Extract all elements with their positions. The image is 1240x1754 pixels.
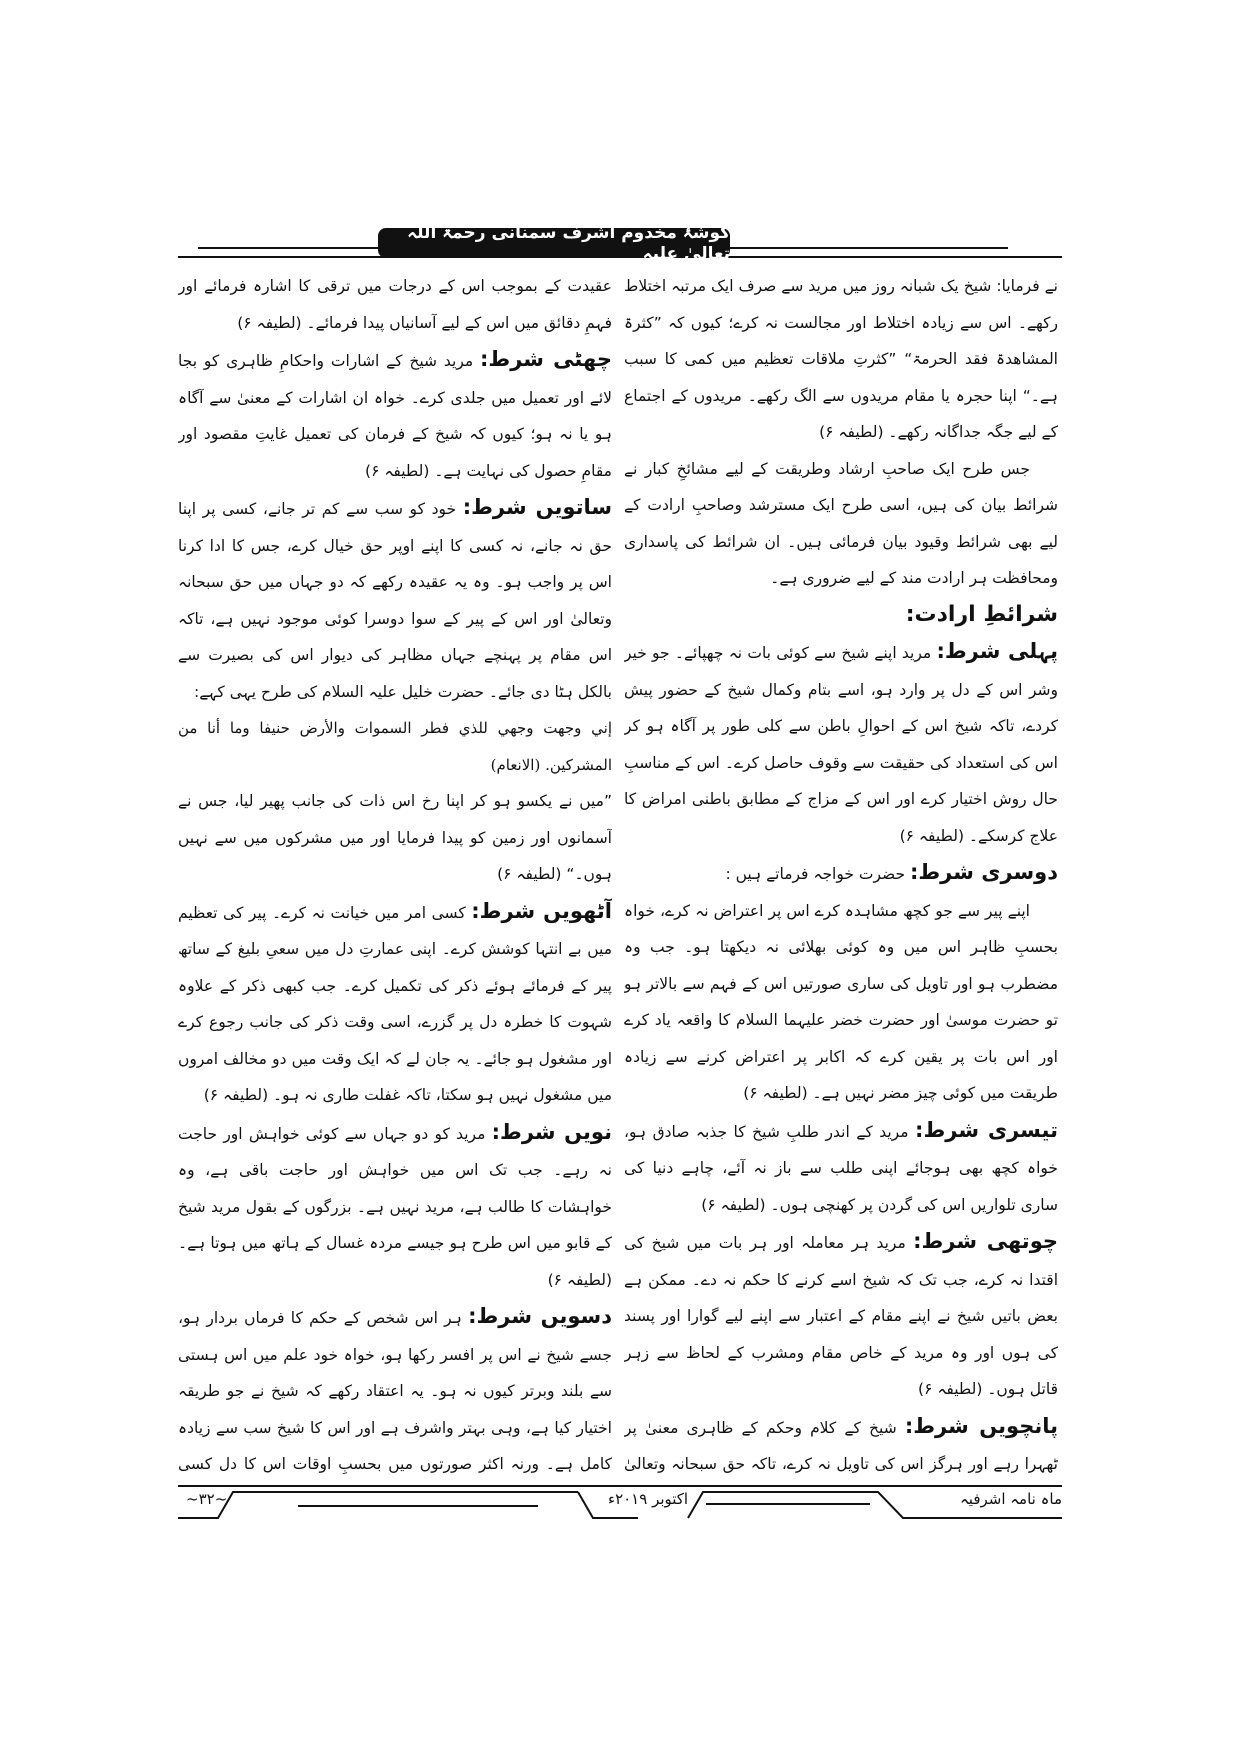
condition-10 <box>178 1298 612 1478</box>
condition-text: مرید اپنے شیخ سے کوئی بات نہ چھپائے۔ جو خیر وشر اس کے دل پر وارد ہو، اسے بتام وکمال شیخ کے حضور پیش کردے، تاکہ شیخ اس کے احوالِ باطن سے کلی طور پر آگاہ ہو کر اس کی استعداد کی حقیقت سے وقوف حاصل کرے۔ اس کے مناسبِ حال روش اختیار کرے اور اس کے مزاج کے مطابق باطنی امراض کا علاج کرسکے۔ (لطیفہ ۶) <box>624 644 1058 845</box>
left-column <box>178 268 612 1478</box>
condition-label: چھٹی شرط: <box>480 347 612 371</box>
condition-text: مرید کے اندر طلبِ شیخ کا جذبہ صادق ہو، خواہ کچھ بھی ہوجائے اپنی طلب سے باز نہ آئے، چاہے دنیا کی ساری تلواریں اس کی گردن پر کھنچی ہوں۔ (لطیفہ ۶) <box>624 1122 1058 1214</box>
condition-label: ساتویں شرط: <box>462 495 612 519</box>
condition-text: مرید ہر معاملہ اور ہر بات میں شیخ کی اقتدا نہ کرے، جب تک کہ شیخ اسے کرنے کا حکم نہ دے۔ ممکن ہے بعض باتیں شیخ نے اپنے مقام کے اعتبار سے اپنے لیے گوارا اور پسند کی ہوں اور وہ مرید کے خاص مقام ومشرب کے لحاظ سے زہر قاتل ہوں۔ (لطیفہ ۶) <box>624 1234 1058 1398</box>
condition-text: کسی امر میں خیانت نہ کرے۔ پیر کی تعظیم میں بے انتہا کوشش کرے۔ اپنی عمارتِ دل میں سعیِ بلیغ کے ساتھ پیر کے فرمائے ہوئے ذکر کی تکمیل کرے۔ جب کبھی ذکر کے علاوہ شہوت کا خطرہ دل پر گزرے، اسی وقت ذکر کی جانب رجوع کرے اور مشغول ہو جائے۔ یہ جان لے کہ ایک وقت میں دو مخالف امروں میں مشغول نہیں ہو سکتا، تاکہ غفلت طاری نہ ہو۔ (لطیفہ ۶) <box>178 903 612 1104</box>
verse-translation: ”میں نے یکسو ہو کر اپنا رخ اس ذات کی جانب پھیر لیا، جس نے آسمانوں اور زمین کو پیدا فرمایا اور میں مشرکوں میں سے نہیں ہوں۔“ (لطیفہ ۶) <box>178 792 612 883</box>
condition-text: خود کو سب سے کم تر جانے، کسی پر اپنا حق نہ جانے، نہ کسی کا اپنے اوپر حق خیال کرے، جس کا ادا کرنا اس پر واجب ہو۔ وہ یہ عقیدہ رکھے کہ دو جہاں میں حق سبحانہ وتعالیٰ اور اس کے پیر کے سوا دوسرا کوئی موجود نہیں ہے، تاکہ اس مقام پر پہنچے جہاں مظاہر کی دیوار اس کی بصیرت سے بالکل ہٹا دی جائے۔ حضرت خلیل علیہ السلام کی طرح یہی کہے: <box>178 500 612 701</box>
condition-text: شیخ کے کلام وحکم کے ظاہری معنیٰ پر ٹھہرا رہے اور ہرگز اس کی تاویل نہ کرے، تاکہ حق سبحانہ وتعالیٰ <box>624 1418 1058 1473</box>
condition-label: پانچویں شرط: <box>904 1413 1058 1438</box>
condition-label: چوتھی شرط: <box>913 1229 1058 1253</box>
magazine-name: ماہ نامہ اشرفیہ <box>960 1490 1062 1508</box>
condition-label: آٹھویں شرط: <box>471 898 612 923</box>
paragraph: اپنے پیر سے جو کچھ مشاہدہ کرے اس پر اعتراض نہ کرے، خواہ بحسبِ ظاہر اس میں وہ کوئی بھلائی نہ دیکھتا ہو۔ جب وہ مضطرب ہو اور تاویل کی ساری صورتیں اس کے فہم سے بالاتر ہو تو حضرت موسیٰ اور حضرت خضر علیہما السلام کا واقعہ یاد کرے اور اس بات پر یقین کرے کہ اکابر پر اعتراض کرنے سے زیادہ طریقت میں کوئی چیز مضر نہیں ہے۔ (لطیفہ ۶) <box>624 901 1058 1102</box>
condition-6 <box>178 341 612 489</box>
condition-1 <box>624 633 1058 854</box>
condition-label: دوسری شرط: <box>909 860 1058 884</box>
section-title-banner: گوشۂ مخدوم اشرف سمنانی رحمۃ اللہ تعالیٰ علیہ <box>378 228 730 258</box>
condition-8 <box>178 893 612 1114</box>
condition-text: مرید کو دو جہاں سے کوئی خواہش اور حاجت نہ رہے۔ جب تک اس میں خواہش اور حاجت باقی ہے، وہ خواہشات کا طالب ہے، مرید نہیں ہے۔ بزرگوں کے بقول مرید شیخ کے قابو میں اس طرح ہو جیسے مردہ غسال کے ہاتھ میں ہوتا ہے۔ (لطیفہ ۶) <box>178 1124 612 1289</box>
paragraph: نے فرمایا: شیخ یک شبانہ روز میں مرید سے صرف ایک مرتبہ اختلاط رکھے۔ اس سے زیادہ اختلاط اور مجالست نہ کرے؛ کیوں کہ ”کثرۃ المشاھدۃ فقد الحرمۃ“ ”کثرتِ ملاقات تعظیم میں کمی کا سبب ہے۔“ اپنا حجرہ یا مقام مریدوں سے الگ رکھے۔ مریدوں کے اجتماع کے لیے جگہ جداگانہ رکھے۔ (لطیفہ ۶) <box>624 277 1058 441</box>
condition-text: مرید شیخ کے اشارات واحکامِ ظاہری کو بجا لائے اور تعمیل میں جلدی کرے۔ خواہ ان اشارات کے معنیٰ سے آگاہ ہو یا نہ ہو؛ کیوں کہ شیخ کے فرمان کی تعمیل غایتِ مقصود اور مقامِ حصول کی نہایت ہے۔ (لطیفہ ۶) <box>178 352 612 480</box>
condition-9 <box>178 1114 612 1299</box>
condition-label: نویں شرط: <box>491 1119 612 1144</box>
issue-date: اکتوبر ۲۰۱۹ء <box>608 1490 689 1508</box>
page-number: ~۳۲~ <box>186 1490 228 1508</box>
condition-5 <box>624 1408 1058 1479</box>
condition-3 <box>624 1112 1058 1224</box>
condition-label: تیسری شرط: <box>915 1117 1058 1142</box>
right-column <box>624 268 1058 1478</box>
section-heading: شرائطِ ارادت: <box>905 601 1058 627</box>
running-footer <box>178 1484 1062 1524</box>
condition-text: حضرت خواجہ فرماتے ہیں : <box>725 865 910 883</box>
condition-7 <box>178 489 612 710</box>
condition-text: ہر اس شخص کے حکم کا فرماں بردار ہو، جسے شیخ نے اس پر افسر رکھا ہو، خواہ خود علم میں اس ہستی سے بلند وبرتر کیوں نہ ہو۔ یہ اعتقاد رکھے کہ شیخ نے جو طریقہ اختیار کیا ہے، وہی بہتر واشرف ہے اور اس کا شیخ سب سے زیادہ کامل ہے۔ ورنہ اکثر صورتوں میں بحسبِ اوقات اس کا دل کسی <box>178 1309 612 1473</box>
paragraph: جس طرح ایک صاحبِ ارشاد وطریقت کے لیے مشائخِ کبار نے شرائط بیان کی ہیں، اسی طرح ایک مسترشد وصاحبِ ارادت کے لیے بھی شرائط وقیود بیان فرمائی ہیں۔ ان شرائط کی پاسداری ومحافظت ہر ارادت مند کے لیے ضروری ہے۔ <box>624 459 1058 587</box>
condition-label: دسویں شرط: <box>468 1304 612 1328</box>
quran-verse: إني وجهت وجهي للذي فطر السموات والأرض حنيفا وما أنا من المشركين. (الانعام) <box>178 719 612 774</box>
condition-4 <box>624 1223 1058 1408</box>
condition-2 <box>624 854 1058 893</box>
condition-label: پہلی شرط: <box>936 639 1058 663</box>
paragraph: عقیدت کے بموجب اس کے درجات میں ترقی کا اشارہ فرمائے اور فہمِ دقائق میں اس کے لیے آسانیاں پیدا فرمائے۔ (لطیفہ ۶) <box>178 277 612 332</box>
